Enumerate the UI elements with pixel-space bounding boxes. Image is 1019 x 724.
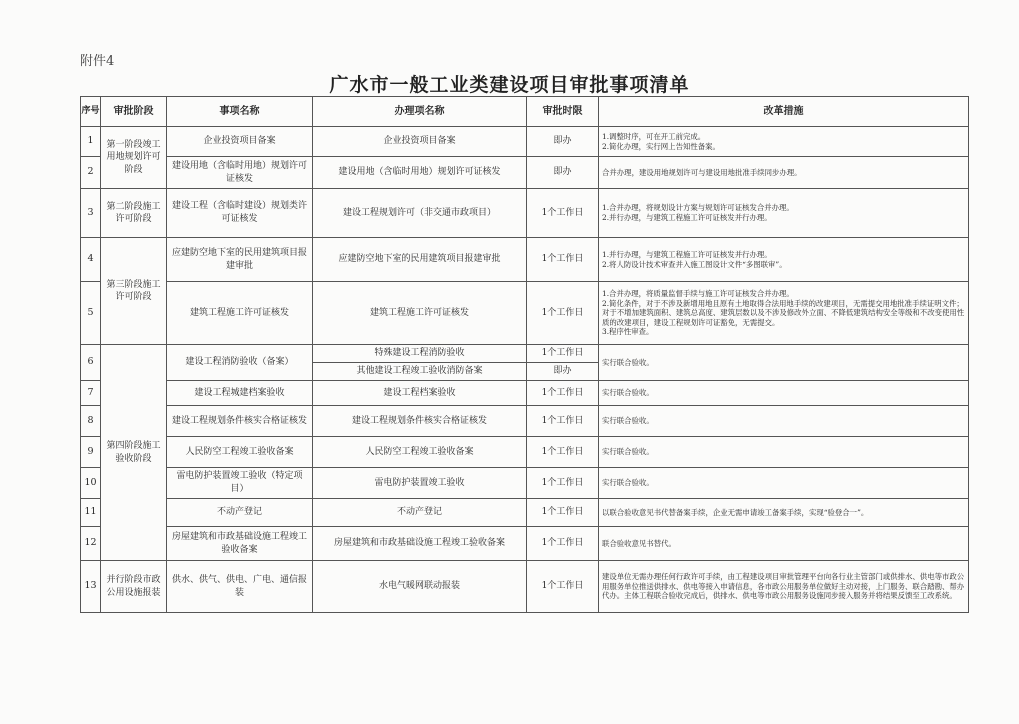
row-number: 11 [81, 499, 101, 527]
time-limit: 即办 [527, 127, 599, 157]
matter-name: 建设用地（含临时用地）规划许可证核发 [167, 157, 313, 189]
matter-name: 建筑工程施工许可证核发 [167, 282, 313, 345]
annex-label: 附件4 [80, 54, 115, 69]
row-number: 6 [81, 345, 101, 381]
reform-measure: 建设单位无需办理任何行政许可手续，由工程建设项目审批管理平台向各行业主管部门或供排水、供电等市政公用服务单位推送供排水、供电等接入申请信息，各市政公用服务单位做好主动对接，上门服务、联合踏勘、帮办代办。主体工程联合验收完成后，供排水、供电等市政公用服务设施同步接入服务并将结果反馈至工改系统。 [599, 561, 969, 613]
matter-name: 雷电防护装置竣工验收（特定项目） [167, 468, 313, 499]
reform-measure: 实行联合验收。 [599, 437, 969, 468]
table-row [81, 157, 969, 189]
time-limit: 即办 [527, 157, 599, 189]
table-row [81, 527, 969, 561]
time-limit: 1个工作日 [527, 561, 599, 613]
item-name: 房屋建筑和市政基础设施工程竣工验收备案 [313, 527, 527, 561]
matter-name: 房屋建筑和市政基础设施工程竣工验收备案 [167, 527, 313, 561]
measure-line: 1.合并办理，将质量监督手续与施工许可证核发合并办理。 [602, 288, 794, 298]
time-limit: 1个工作日 [527, 282, 599, 345]
measure-line: 2.简化条件，对于不涉及新增用地且原有土地取得合法用地手续的改建项目，无需提交用地批准手续证明文件；对于不增加建筑面积、建筑总高度、建筑层数以及不涉及修改外立面、不降低建筑结构安全等级和不改变使用性质的改建项目，建设工程规划许可证豁免，无需提交。 [602, 298, 965, 327]
table-row [81, 238, 969, 282]
table-row [81, 345, 969, 363]
time-limit: 即办 [527, 363, 599, 381]
item-name: 雷电防护装置竣工验收 [313, 468, 527, 499]
measure-line: 1.并行办理，与建筑工程施工许可证核发并行办理。 [602, 249, 772, 259]
time-limit: 1个工作日 [527, 468, 599, 499]
item-name: 应建防空地下室的民用建筑项目报建审批 [313, 238, 527, 282]
item-name: 人民防空工程竣工验收备案 [313, 437, 527, 468]
row-number: 8 [81, 406, 101, 437]
reform-measure [599, 189, 969, 238]
reform-measure: 联合验收意见书替代。 [599, 527, 969, 561]
table-row [81, 381, 969, 406]
reform-measure [599, 157, 969, 189]
header-seq: 序号 [81, 97, 101, 127]
reform-measure [599, 127, 969, 157]
matter-name: 应建防空地下室的民用建筑项目报建审批 [167, 238, 313, 282]
row-number: 13 [81, 561, 101, 613]
matter-name: 建设工程规划条件核实合格证核发 [167, 406, 313, 437]
matter-name: 供水、供气、供电、广电、通信报装 [167, 561, 313, 613]
time-limit: 1个工作日 [527, 345, 599, 363]
row-number: 7 [81, 381, 101, 406]
time-limit: 1个工作日 [527, 381, 599, 406]
table-row [81, 282, 969, 345]
table-row [81, 468, 969, 499]
item-name: 建筑工程施工许可证核发 [313, 282, 527, 345]
reform-measure: 实行联合验收。 [599, 468, 969, 499]
time-limit: 1个工作日 [527, 499, 599, 527]
stage-cell: 第二阶段施工许可阶段 [101, 189, 167, 238]
table-row [81, 406, 969, 437]
measure-line: 3.程序性审查。 [602, 327, 654, 337]
row-number: 4 [81, 238, 101, 282]
reform-measure: 以联合验收意见书代替备案手续，企业无需申请竣工备案手续，实现“验登合一”。 [599, 499, 969, 527]
matter-name: 建设工程城建档案验收 [167, 381, 313, 406]
measure-line: 1.调整时序，可在开工前完成。 [602, 131, 706, 141]
reform-measure [599, 282, 969, 345]
reform-measure: 实行联合验收。 [599, 345, 969, 381]
matter-name: 建设工程（含临时建设）规划类许可证核发 [167, 189, 313, 238]
stage-cell: 并行阶段市政公用设施报装 [101, 561, 167, 613]
time-limit: 1个工作日 [527, 527, 599, 561]
header-item: 办理项名称 [313, 97, 527, 127]
table-row [81, 437, 969, 468]
item-name: 建设工程规划条件核实合格证核发 [313, 406, 527, 437]
item-name: 不动产登记 [313, 499, 527, 527]
matter-name: 人民防空工程竣工验收备案 [167, 437, 313, 468]
row-number: 5 [81, 282, 101, 345]
header-stage: 审批阶段 [101, 97, 167, 127]
measure-line: 2.简化办理，实行网上告知性备案。 [602, 141, 720, 151]
stage-cell: 第四阶段施工验收阶段 [101, 345, 167, 561]
header-matter: 事项名称 [167, 97, 313, 127]
item-name: 水电气暖网联动报装 [313, 561, 527, 613]
time-limit: 1个工作日 [527, 406, 599, 437]
header-time: 审批时限 [527, 97, 599, 127]
stage-cell: 第一阶段竣工用地规划许可阶段 [101, 127, 167, 189]
header-measure: 改革措施 [599, 97, 969, 127]
row-number: 9 [81, 437, 101, 468]
time-limit: 1个工作日 [527, 238, 599, 282]
time-limit: 1个工作日 [527, 437, 599, 468]
row-number: 2 [81, 157, 101, 189]
row-number: 3 [81, 189, 101, 238]
table-header-row [81, 97, 969, 127]
measure-line: 2.将人防设计技术审查并入施工图设计文件“多图联审”。 [602, 259, 787, 269]
reform-measure: 实行联合验收。 [599, 406, 969, 437]
row-number: 12 [81, 527, 101, 561]
approval-items-table [80, 96, 969, 613]
matter-name: 建设工程消防验收（备案） [167, 345, 313, 381]
item-name: 建设用地（含临时用地）规划许可证核发 [313, 157, 527, 189]
reform-measure [599, 238, 969, 282]
item-name: 建设工程规划许可（非交通市政项目） [313, 189, 527, 238]
stage-cell: 第三阶段施工许可阶段 [101, 238, 167, 345]
row-number: 1 [81, 127, 101, 157]
item-name: 特殊建设工程消防验收 [313, 345, 527, 363]
measure-line: 1.合并办理，将规划设计方案与规划许可证核发合并办理。 [602, 203, 794, 213]
row-number: 10 [81, 468, 101, 499]
table-row [81, 189, 969, 238]
table-row [81, 127, 969, 157]
measure-line: 2.并行办理，与建筑工程施工许可证核发并行办理。 [602, 213, 772, 222]
item-name: 其他建设工程竣工验收消防备案 [313, 363, 527, 381]
item-name: 企业投资项目备案 [313, 127, 527, 157]
document-title: 广水市一般工业类建设项目审批事项清单 [329, 74, 690, 96]
matter-name: 企业投资项目备案 [167, 127, 313, 157]
table-row [81, 561, 969, 613]
matter-name: 不动产登记 [167, 499, 313, 527]
measure-line: 合并办理，建设用地规划许可与建设用地批准手续同步办理。 [602, 167, 802, 177]
time-limit: 1个工作日 [527, 189, 599, 238]
item-name: 建设工程档案验收 [313, 381, 527, 406]
table-row [81, 499, 969, 527]
reform-measure: 实行联合验收。 [599, 381, 969, 406]
